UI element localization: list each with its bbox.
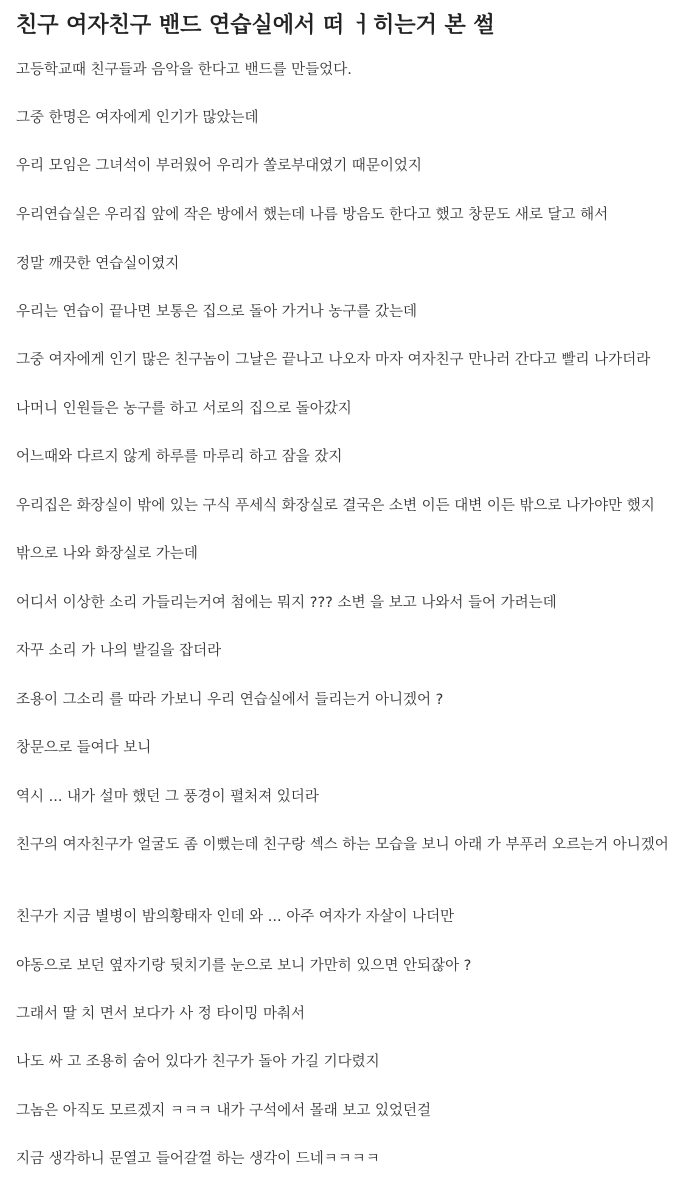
paragraph: 친구가 지금 별병이 밤의황태자 인데 와 ... 아주 여자가 자살이 나더만 [16,909,455,925]
paragraph: 그놈은 아직도 모르겠지 ㅋㅋㅋ 내가 구석에서 몰래 보고 있었던걸 [16,1103,432,1119]
paragraph: 창문으로 들여다 보니 [16,740,152,756]
paragraph: 우리집은 화장실이 밖에 있는 구식 푸세식 화장실로 결국은 소변 이든 대변 이든 밖으로 나가야만 했지 [16,498,655,514]
paragraph: 나도 싸 고 조용히 숨어 있다가 친구가 돌아 가길 기다렸지 [16,1054,380,1070]
paragraph: 역시 ... 내가 설마 했던 그 풍경이 펼처져 있더라 [16,789,319,805]
paragraph: 우리는 연습이 끝나면 보통은 집으로 돌아 가거나 농구를 갔는데 [16,304,418,320]
paragraph: 야동으로 보던 옆자기랑 뒷치기를 눈으로 보니 가만히 있으면 안되잖아 ? [16,958,472,974]
paragraph: 우리연습실은 우리집 앞에 작은 방에서 했는데 나름 방음도 한다고 했고 창문도 새로 달고 해서 [16,207,609,223]
paragraph: 그중 여자에게 인기 많은 친구놈이 그날은 끝나고 나오자 마자 여자친구 만나러 간다고 빨리 나가더라 [16,352,651,368]
paragraph: 우리 모임은 그녀석이 부러웠어 우리가 쏠로부대였기 때문이었지 [16,158,422,174]
paragraph: 자꾸 소리 가 나의 발길을 잡더라 [16,643,222,659]
paragraph: 어디서 이상한 소리 가들리는거여 첨에는 뭐지 ??? 소변 을 보고 나와서 들어 가려는데 [16,595,557,611]
paragraph: 조용이 그소리 를 따라 가보니 우리 연습실에서 들리는거 아니겠어 ? [16,692,444,708]
paragraph: 그래서 딸 치 면서 보다가 사 정 타이밍 마춰서 [16,1006,305,1022]
paragraph: 친구의 여자친구가 얼굴도 좀 이뻤는데 친구랑 섹스 하는 모습을 보니 아래 가 부푸러 오르는거 아니겠어 [16,837,669,853]
post-title: 친구 여자친구 밴드 연습실에서 떠 ㅓ히는거 본 썰 [16,13,495,38]
paragraph: 밖으로 나와 화장실로 가는데 [16,546,198,562]
paragraph: 어느때와 다르지 않게 하루를 마루리 하고 잠을 잤지 [16,449,343,465]
paragraph: 지금 생각하니 문열고 들어갈껄 하는 생각이 드네ㅋㅋㅋㅋ [16,1151,380,1167]
paragraph: 나머니 인원들은 농구를 하고 서로의 집으로 돌아갔지 [16,401,352,417]
paragraph: 정말 깨끗한 연습실이였지 [16,256,180,272]
paragraph: 그중 한명은 여자에게 인기가 많았는데 [16,110,259,126]
paragraph: 고등학교때 친구들과 음악을 한다고 밴드를 만들었다. [16,62,352,78]
